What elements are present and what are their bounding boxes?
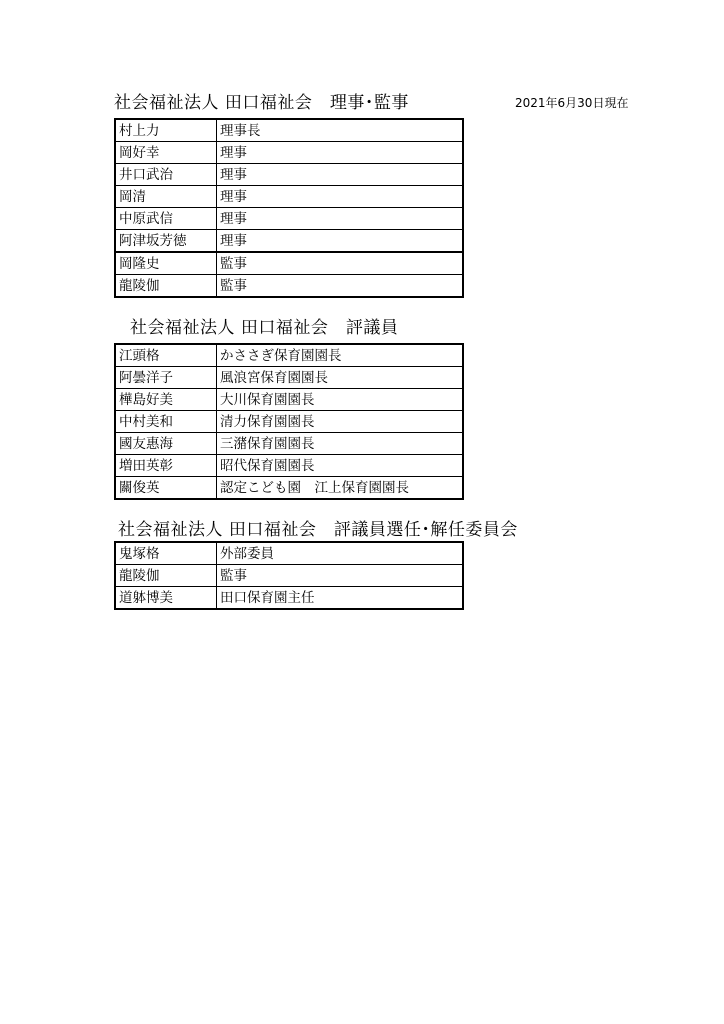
member-role: 外部委員 xyxy=(217,542,464,565)
member-name: 中村美和 xyxy=(115,411,217,433)
member-name: 村上力 xyxy=(115,119,217,142)
member-name: 岡清 xyxy=(115,186,217,208)
table-row xyxy=(115,587,463,610)
member-name: 増田英彰 xyxy=(115,455,217,477)
member-name: 關俊英 xyxy=(115,477,217,500)
member-role: 理事長 xyxy=(217,119,464,142)
member-name: 龍陵伽 xyxy=(115,565,217,587)
member-role: 理事 xyxy=(217,142,464,164)
table-row xyxy=(115,208,463,230)
committee-table xyxy=(114,541,464,610)
section-title-directors: 社会福祉法人 田口福祉会 理事･監事 xyxy=(114,93,409,113)
member-role: 理事 xyxy=(217,230,464,253)
member-role: 風浪宮保育園園長 xyxy=(217,367,464,389)
member-name: 岡隆史 xyxy=(115,252,217,275)
table-row xyxy=(115,455,463,477)
member-role: 理事 xyxy=(217,164,464,186)
table-row xyxy=(115,565,463,587)
member-name: 鬼塚格 xyxy=(115,542,217,565)
member-name: 岡好幸 xyxy=(115,142,217,164)
member-role: かささぎ保育園園長 xyxy=(217,344,464,367)
member-role: 監事 xyxy=(217,252,464,275)
table-row xyxy=(115,389,463,411)
member-name: 井口武治 xyxy=(115,164,217,186)
directors-table xyxy=(114,118,464,298)
table-row xyxy=(115,186,463,208)
table-row xyxy=(115,142,463,164)
table-row xyxy=(115,344,463,367)
section-title-committee: 社会福祉法人 田口福祉会 評議員選任･解任委員会 xyxy=(118,520,518,540)
member-role: 認定こども園 江上保育園園長 xyxy=(217,477,464,500)
table-row xyxy=(115,275,463,298)
member-role: 清力保育園園長 xyxy=(217,411,464,433)
table-row xyxy=(115,433,463,455)
member-name: 道躰博美 xyxy=(115,587,217,610)
councillors-table xyxy=(114,343,464,500)
member-name: 樺島好美 xyxy=(115,389,217,411)
table-row xyxy=(115,119,463,142)
table-row xyxy=(115,367,463,389)
table-row xyxy=(115,164,463,186)
table-row xyxy=(115,252,463,275)
table-row xyxy=(115,542,463,565)
member-role: 三潴保育園園長 xyxy=(217,433,464,455)
member-role: 昭代保育園園長 xyxy=(217,455,464,477)
member-role: 監事 xyxy=(217,275,464,298)
member-name: 龍陵伽 xyxy=(115,275,217,298)
member-name: 國友惠海 xyxy=(115,433,217,455)
member-name: 中原武信 xyxy=(115,208,217,230)
table-row xyxy=(115,230,463,253)
member-role: 理事 xyxy=(217,186,464,208)
table-row xyxy=(115,411,463,433)
member-role: 監事 xyxy=(217,565,464,587)
member-role: 大川保育園園長 xyxy=(217,389,464,411)
member-role: 理事 xyxy=(217,208,464,230)
member-name: 江頭格 xyxy=(115,344,217,367)
member-name: 阿曇洋子 xyxy=(115,367,217,389)
table-row xyxy=(115,477,463,500)
member-role: 田口保育園主任 xyxy=(217,587,464,610)
date-label: 2021年6月30日現在 xyxy=(515,96,629,110)
section-title-councillors: 社会福祉法人 田口福祉会 評議員 xyxy=(130,318,399,338)
member-name: 阿津坂芳徳 xyxy=(115,230,217,253)
